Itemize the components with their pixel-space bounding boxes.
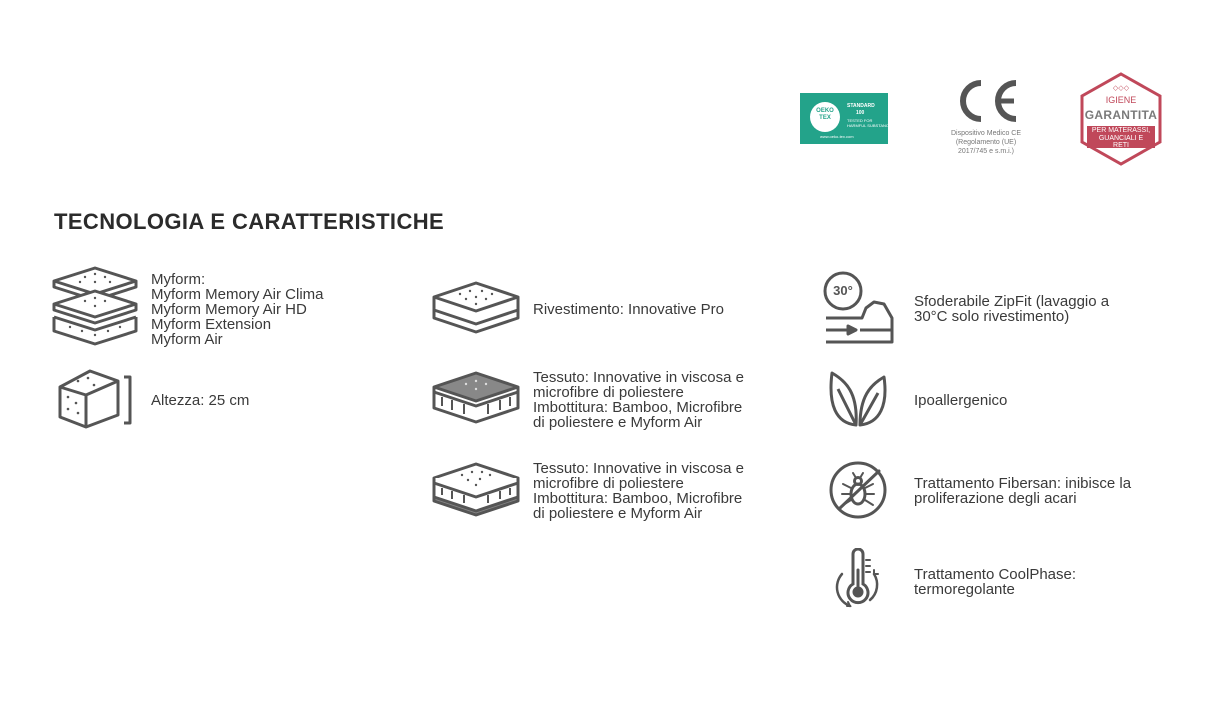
- feature-coolphase: Trattamento CoolPhase: termoregolante: [914, 566, 1077, 598]
- mattress-fabric-dark-icon: [430, 370, 522, 426]
- temperature-badge: 30°: [833, 283, 853, 298]
- feature-zipfit: Sfoderabile ZipFit (lavaggio a 30°C solo rivestimento): [914, 293, 1110, 325]
- ce-mark-caption: Dispositivo Medico CE (Regolamento (UE) 2017/745 e s.m.i.): [950, 130, 1022, 155]
- thermometer-icon: [830, 548, 886, 610]
- oeko-tex-logo: OEKO TEX STANDARD 100 TESTED FOR HARMFUL SUBSTANCES www.oeko-tex.com: [800, 93, 888, 144]
- feature-cover: Rivestimento: Innovative Pro: [533, 301, 724, 318]
- section-title: TECNOLOGIA E CARATTERISTICHE: [54, 209, 445, 234]
- mattress-cover-icon: [430, 280, 522, 336]
- mattress-height-icon: [56, 367, 134, 431]
- feature-fibersan: Trattamento Fibersan: inibisce la proliferazione degli acari: [914, 475, 1132, 507]
- feature-myform: Myform: Myform Memory Air Clima Myform Memory Air HD Myform Extension Myform Air: [151, 271, 324, 348]
- igiene-garantita-badge: ◇◇◇ IGIENE GARANTITA PER MATERASSI, GUANCIALI E RETI: [1078, 71, 1164, 167]
- mattress-fabric-light-icon: [430, 461, 522, 517]
- feature-fabric-1: Tessuto: Innovative in viscosa e microfibre di poliestere Imbottitura: Bamboo, Microfibre di poliestere e Myform Air: [533, 369, 744, 431]
- ce-mark-logo: [952, 78, 1022, 124]
- zipfit-wash-icon: [822, 268, 896, 346]
- feature-height: Altezza: 25 cm: [151, 392, 250, 409]
- no-mites-icon: [828, 460, 888, 520]
- feature-fabric-2: Tessuto: Innovative in viscosa e microfibre di poliestere Imbottitura: Bamboo, Microfibre di poliestere e Myform Air: [533, 460, 744, 522]
- leaves-icon: [826, 369, 890, 429]
- svg-text:◇◇◇: ◇◇◇: [1112, 84, 1130, 92]
- mattress-layers-icon: [50, 265, 140, 347]
- feature-hypoallergenic: Ipoallergenico: [914, 392, 1008, 409]
